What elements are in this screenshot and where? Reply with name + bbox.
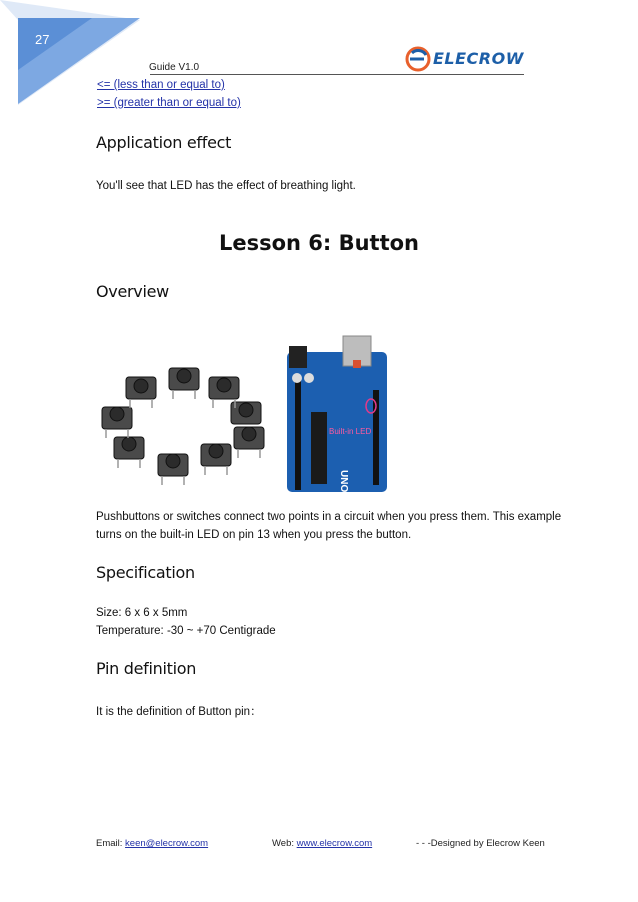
page-corner-decoration: [0, 0, 150, 110]
spec-temperature: Temperature: -30 ~ +70 Centigrade: [96, 625, 276, 637]
specification-heading: Specification: [96, 563, 195, 582]
lesson-title: Lesson 6: Button: [218, 231, 420, 255]
pin-definition-text: It is the definition of Button pin：: [96, 706, 262, 718]
uno-brand-label: UNO: [338, 470, 349, 493]
pin-definition-heading: Pin definition: [96, 659, 197, 678]
operator-greater-equal-link[interactable]: >= (greater than or equal to): [97, 97, 241, 109]
email-link[interactable]: keen@elecrow.com: [125, 838, 209, 849]
overview-text-line2: turns on the built-in LED on pin 13 when you press the button.: [96, 529, 412, 541]
web-link[interactable]: www.elecrow.com: [296, 838, 373, 849]
guide-version: Guide V1.0: [149, 62, 200, 73]
application-effect-heading: Application effect: [96, 133, 232, 152]
header-divider: [150, 74, 524, 75]
arduino-uno-board-image: [281, 330, 393, 495]
operator-less-equal-link[interactable]: <= (less than or equal to): [97, 79, 225, 91]
application-effect-text: You'll see that LED has the effect of breathing light.: [96, 180, 356, 192]
page-number: 27: [35, 32, 50, 47]
built-in-led-label: Built-in LED: [329, 427, 372, 436]
spec-size: Size: 6 x 6 x 5mm: [96, 607, 188, 619]
pushbuttons-image: [96, 362, 266, 502]
overview-text-line1: Pushbuttons or switches connect two points in a circuit when you press them. This example: [96, 511, 562, 523]
footer-designed-by: - - -Designed by Elecrow Keen: [416, 838, 545, 849]
footer-web: Web: www.elecrow.com: [272, 838, 373, 849]
footer-email: Email: keen@elecrow.com: [96, 838, 209, 849]
logo-text: ELECROW: [433, 49, 524, 68]
overview-heading: Overview: [96, 282, 169, 301]
